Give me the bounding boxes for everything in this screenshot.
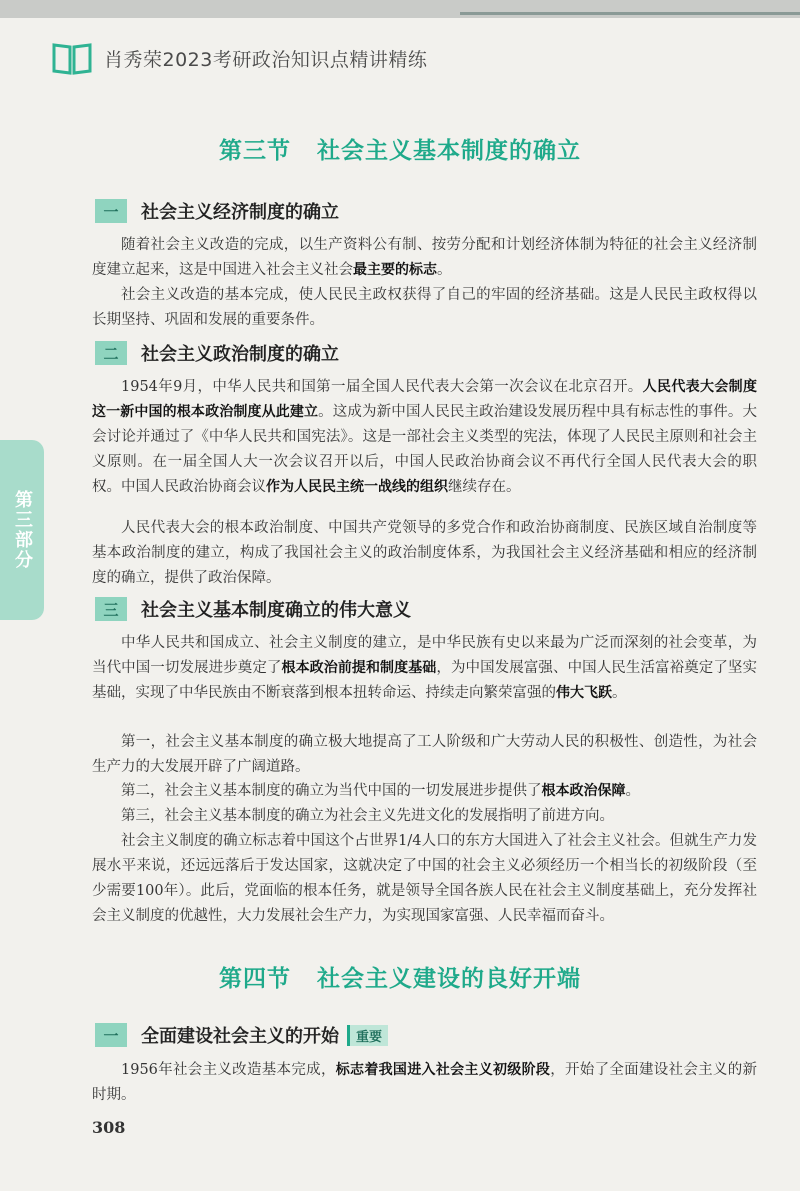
subheading-badge: 一 [95,1023,127,1047]
subheading-2 [95,340,339,366]
subheading-badge: 二 [95,341,127,365]
subheading-text: 社会主义经济制度的确立 [141,202,339,223]
paragraph: 1954年9月，中华人民共和国第一届全国人民代表大会第一次会议在北京召开。人民代表大会制度这一新中国的根本政治制度从此建立。这成为新中国人民民主政治建设发展历程中具有标志性的事件。大会讨论并通过了《中华人民共和国宪法》。这是一部社会主义类型的宪法，体现了人民民主原则和社会主义原则。在一届全国人大一次会议召开以后，中国人民政治协商会议不再代行全国人民代表大会的职权。中国人民政治协商会议作为人民民主统一战线的组织继续存在。 [92,379,758,495]
subheading-4 [95,1022,388,1048]
subheading-1 [95,198,339,224]
part-side-tab [0,440,44,620]
top-rule [460,12,800,15]
subheading-badge: 一 [95,199,127,223]
paragraph: 随着社会主义改造的完成，以生产资料公有制、按劳分配和计划经济体制为特征的社会主义经济制度建立起来，这是中国进入社会主义社会最主要的标志。 [92,237,757,278]
subheading-text: 社会主义基本制度确立的伟大意义 [141,600,411,621]
top-edge-bar [0,0,800,18]
page-number: 308 [92,1118,126,1137]
important-tag: 重要 [347,1025,388,1046]
book-title: 肖秀荣2023考研政治知识点精讲精练 [104,48,428,71]
paragraph: 社会主义改造的基本完成，使人民民主政权获得了自己的牢固的经济基础。这是人民民主政权得以长期坚持、巩固和发展的重要条件。 [92,287,757,328]
paragraph: 人民代表大会的根本政治制度、中国共产党领导的多党合作和政治协商制度、民族区域自治制度等基本政治制度的建立，构成了我国社会主义的政治制度体系，为我国社会主义经济基础和相应的经济制度的确立，提供了政治保障。 [92,520,757,586]
section-number: 第三节 [219,138,291,164]
section-3-title [0,132,800,165]
subheading-text: 社会主义政治制度的确立 [141,344,339,365]
section-number: 第四节 [219,966,291,992]
section-heading: 社会主义建设的良好开端 [317,966,581,992]
paragraph: 第二，社会主义基本制度的确立为当代中国的一切发展进步提供了根本政治保障。 [121,783,640,799]
paragraph: 1956年社会主义改造基本完成，标志着我国进入社会主义初级阶段，开始了全面建设社会主义的新时期。 [92,1062,758,1103]
paragraph: 第一，社会主义基本制度的确立极大地提高了工人阶级和广大劳动人民的积极性、创造性，为社会生产力的大发展开辟了广阔道路。 [92,734,757,775]
section-4-title [0,960,800,993]
paragraph: 中华人民共和国成立、社会主义制度的建立，是中华民族有史以来最为广泛而深刻的社会变革，为当代中国一切发展进步奠定了根本政治前提和制度基础，为中国发展富强、中国人民生活富裕奠定了坚实基础，实现了中华民族由不断衰落到根本扭转命运、持续走向繁荣富强的伟大飞跃。 [92,635,758,701]
subheading-badge: 三 [95,597,127,621]
page-header [52,38,427,78]
open-book-icon [52,41,92,75]
section-heading: 社会主义基本制度的确立 [317,138,581,164]
subheading-text: 全面建设社会主义的开始 [141,1026,339,1047]
paragraph: 社会主义制度的确立标志着中国这个占世界1/4人口的东方大国进入了社会主义社会。但就生产力发展水平来说，还远远落后于发达国家，这就决定了中国的社会主义必须经历一个相当长的初级阶段（至少需要100年）。此后，党面临的根本任务，就是领导全国各族人民在社会主义制度基础上，充分发挥社会主义制度的优越性，大力发展社会生产力，为实现国家富强、人民幸福而奋斗。 [92,833,757,924]
subheading-3 [95,596,411,622]
side-tab-label: 第三部分 [12,490,33,570]
paragraph: 第三，社会主义基本制度的确立为社会主义先进文化的发展指明了前进方向。 [121,808,614,824]
